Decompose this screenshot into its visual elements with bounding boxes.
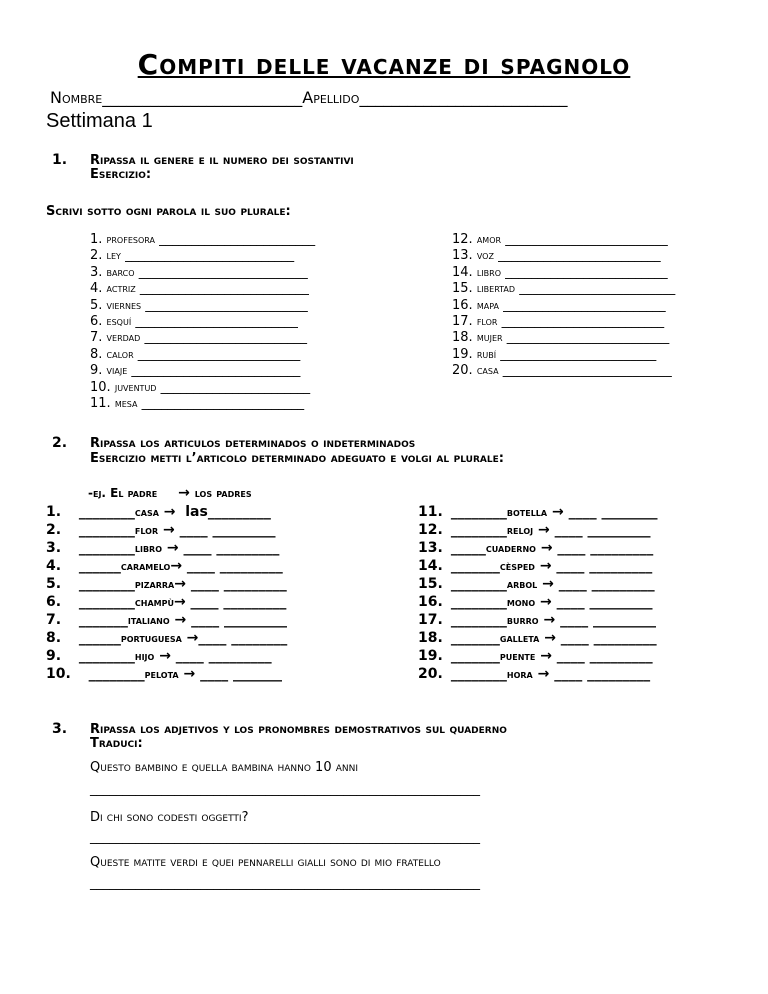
word-number: 5.	[90, 297, 103, 313]
word-row	[90, 396, 315, 412]
word-label: casa	[476, 364, 499, 378]
example-singular: -ej. El padre	[88, 486, 158, 500]
word-row	[452, 265, 675, 281]
article-row	[46, 503, 287, 521]
article-number: 10.	[46, 666, 71, 682]
section-1-number: 1.	[52, 152, 68, 168]
answer-blank[interactable]: _________________________	[498, 248, 661, 264]
article-noun: portuguesa	[120, 631, 182, 645]
article-row	[46, 557, 287, 575]
section-2-sub: Esercizio metti l’articolo determinado adeguato e volgi al plurale:	[90, 451, 504, 466]
section-2-header	[52, 432, 415, 451]
word-label: libro	[476, 265, 501, 279]
article-row	[46, 593, 287, 611]
article-list-right	[418, 503, 657, 683]
word-label: rubí	[476, 347, 497, 361]
translation-2-text: Di chi sono codesti oggetti?	[90, 810, 249, 825]
article-noun: libro	[134, 541, 163, 555]
word-number: 18.	[452, 330, 473, 346]
word-number: 2.	[90, 248, 103, 264]
word-label: flor	[476, 314, 498, 328]
word-label: verdad	[106, 331, 141, 345]
word-number: 1.	[90, 232, 103, 247]
word-label: juventud	[114, 380, 157, 394]
article-number: 1.	[46, 504, 62, 520]
article-blank[interactable]: ________	[450, 522, 507, 538]
article-noun: cuaderno	[485, 541, 536, 555]
apellido-blank[interactable]: __________________________	[359, 88, 568, 107]
word-row	[452, 248, 675, 264]
word-label: profesora	[106, 233, 155, 246]
plural-blank[interactable]: → ____ _________	[533, 522, 651, 538]
instruction-1: Scrivi sotto ogni parola il suo plurale:	[46, 204, 291, 219]
word-number: 16.	[452, 297, 473, 313]
word-label: mesa	[114, 396, 138, 410]
answer-blank[interactable]: _________________________	[135, 313, 298, 329]
translation-1-line[interactable]: ____________________________________________________________	[90, 782, 480, 797]
article-row	[418, 593, 657, 611]
article-blank[interactable]: ______	[78, 558, 121, 574]
article-noun: italiano	[127, 613, 170, 627]
article-row	[46, 521, 287, 539]
word-row	[452, 314, 675, 330]
article-noun: puente	[499, 649, 536, 663]
article-number: 16.	[418, 594, 443, 610]
article-number: 12.	[418, 522, 443, 538]
article-noun: hora	[506, 667, 533, 681]
section-1-sub: Esercizio:	[90, 167, 152, 182]
word-number: 14.	[452, 264, 473, 280]
article-number: 20.	[418, 666, 443, 682]
article-number: 2.	[46, 522, 62, 538]
plural-blank[interactable]: → ____ _________	[535, 648, 653, 664]
article-noun: botella	[506, 505, 548, 519]
article-noun: mono	[506, 595, 536, 609]
article-number: 3.	[46, 540, 62, 556]
word-number: 9.	[90, 363, 103, 379]
arrow-icon: →	[178, 485, 190, 501]
plural-blank[interactable]: → las_________	[158, 504, 271, 520]
article-blank[interactable]: ________	[78, 648, 135, 664]
article-number: 9.	[46, 648, 62, 664]
article-blank[interactable]: ________	[78, 594, 135, 610]
translation-3-text: Queste matite verdi e quei pennarelli gialli sono di mio fratello	[90, 855, 441, 870]
article-number: 11.	[418, 504, 443, 520]
word-row	[90, 314, 315, 330]
word-number: 11.	[90, 395, 111, 411]
plural-blank[interactable]: → ____ _________	[532, 666, 651, 682]
answer-blank[interactable]: __________________________	[125, 248, 295, 264]
article-blank[interactable]: ________	[78, 576, 135, 592]
article-row	[418, 503, 657, 521]
article-blank[interactable]: ________	[78, 522, 135, 538]
word-row	[90, 232, 315, 248]
plural-blank[interactable]: → ____ ________	[547, 504, 658, 520]
answer-blank[interactable]: _________________________	[144, 330, 307, 346]
section-2-number: 2.	[52, 435, 68, 451]
word-label: actriz	[106, 282, 136, 296]
article-noun: cèsped	[499, 559, 535, 573]
article-blank[interactable]: ________	[450, 612, 507, 628]
article-number: 6.	[46, 594, 62, 610]
article-number: 5.	[46, 576, 62, 592]
article-blank[interactable]: _______	[450, 558, 500, 574]
article-row	[46, 575, 287, 593]
article-blank[interactable]: ________	[450, 666, 507, 682]
word-label: voz	[476, 249, 494, 263]
answer-blank[interactable]: __________________________	[138, 264, 308, 280]
word-label: mujer	[476, 331, 503, 345]
nombre-label: Nombre	[50, 88, 103, 107]
answer-blank[interactable]: ________________________	[500, 346, 657, 362]
article-blank[interactable]: ________	[78, 504, 135, 520]
name-line	[50, 88, 567, 107]
word-row	[90, 298, 315, 314]
article-blank[interactable]: ________	[78, 540, 135, 556]
article-number: 17.	[418, 612, 443, 628]
word-row	[452, 232, 675, 248]
word-row	[452, 298, 675, 314]
plural-blank[interactable]: → ____ _________	[158, 522, 276, 538]
article-row	[418, 665, 657, 683]
translation-1-text: Questo bambino e quella bambina hanno 10 anni	[90, 760, 359, 775]
answer-blank[interactable]: __________________________	[139, 281, 309, 297]
article-row	[418, 647, 657, 665]
word-label: ley	[106, 249, 121, 263]
article-blank[interactable]: ______	[78, 630, 121, 646]
article-noun: casa	[134, 505, 159, 519]
word-label: amor	[476, 233, 502, 246]
article-row	[418, 521, 657, 539]
article-blank[interactable]: _______	[78, 612, 128, 628]
answer-blank[interactable]: __________________________	[131, 363, 301, 379]
word-number: 17.	[452, 313, 473, 329]
page-title: Compiti delle vacanze di spagnolo	[137, 48, 631, 81]
word-row	[90, 265, 315, 281]
article-noun: pelota	[144, 667, 179, 681]
word-number: 20.	[452, 363, 473, 379]
word-label: esquí	[106, 314, 132, 328]
word-label: mapa	[476, 298, 499, 312]
plural-blank[interactable]: → ____ _________	[162, 540, 280, 556]
word-row	[452, 330, 675, 346]
answer-blank[interactable]: _________________________	[145, 297, 308, 313]
word-list-left	[90, 232, 315, 412]
answer-blank[interactable]: _________________________	[503, 297, 666, 313]
answer-blank[interactable]: _________________________	[141, 395, 305, 411]
article-row	[418, 611, 657, 629]
apellido-label: Apellido	[302, 88, 360, 107]
plural-blank[interactable]: →____ ________	[181, 630, 288, 646]
article-number: 13.	[418, 540, 443, 556]
plural-blank[interactable]: → ____ _________	[534, 558, 653, 574]
word-number: 19.	[452, 346, 473, 362]
plural-blank[interactable]: → ____ _______	[178, 666, 282, 682]
section-3-header	[52, 718, 507, 737]
word-number: 10.	[90, 379, 111, 395]
article-blank[interactable]: ________	[78, 666, 145, 682]
translation-2-line[interactable]: ____________________________________________________________	[90, 830, 480, 845]
section-2-title: Ripassa los articulos determinados o indeterminados	[90, 436, 416, 451]
article-noun: reloj	[506, 523, 534, 537]
plural-blank[interactable]: → ____ _________	[154, 648, 272, 664]
article-blank[interactable]: ________	[450, 504, 507, 520]
article-row	[46, 611, 287, 629]
section-3-number: 3.	[52, 721, 68, 737]
article-noun: burro	[506, 613, 539, 627]
article-noun: hijo	[134, 649, 155, 663]
plural-blank[interactable]: → ____ _________	[537, 576, 655, 592]
word-number: 13.	[452, 248, 473, 264]
section-3-sub: Traduci:	[90, 736, 143, 751]
answer-blank[interactable]: _________________________	[506, 330, 670, 346]
article-number: 4.	[46, 558, 62, 574]
word-row	[90, 248, 315, 264]
article-noun: flor	[134, 523, 159, 537]
article-blank[interactable]: ________	[450, 594, 507, 610]
answer-blank[interactable]: ________________________	[159, 232, 316, 247]
article-number: 19.	[418, 648, 443, 664]
word-number: 7.	[90, 330, 103, 346]
plural-blank[interactable]: → ____ _________	[169, 612, 287, 628]
section-3-title: Ripassa los adjetivos y los pronombres demostrativos sul quaderno	[90, 722, 507, 737]
article-row	[418, 629, 657, 647]
word-row	[90, 363, 315, 379]
word-number: 6.	[90, 313, 103, 329]
plural-blank[interactable]: → ____ _________	[174, 576, 287, 592]
answer-blank[interactable]: _________________________	[501, 313, 665, 329]
answer-blank[interactable]: _______________________	[160, 379, 311, 395]
article-row	[418, 557, 657, 575]
word-row	[90, 330, 315, 346]
nombre-blank[interactable]: _________________________	[102, 88, 303, 107]
plural-blank[interactable]: → ____ _________	[535, 540, 654, 556]
word-row	[452, 281, 675, 297]
article-list-left	[46, 503, 287, 683]
answer-blank[interactable]: _________________________	[505, 232, 668, 247]
plural-blank[interactable]: → ____ _________	[535, 594, 653, 610]
article-row	[418, 539, 657, 557]
plural-blank[interactable]: → ____ _________	[538, 612, 656, 628]
word-number: 15.	[452, 281, 473, 297]
word-row	[90, 281, 315, 297]
article-noun: galleta	[499, 631, 540, 645]
word-label: calor	[106, 347, 134, 361]
word-label: barco	[106, 265, 135, 279]
answer-blank[interactable]: _________________________	[505, 264, 668, 280]
word-row	[90, 347, 315, 363]
week-heading: Settimana 1	[46, 110, 153, 132]
article-number: 7.	[46, 612, 62, 628]
plural-blank[interactable]: → ____ _________	[170, 558, 283, 574]
example-plural: los padres	[194, 486, 252, 500]
article-blank[interactable]: _____	[450, 540, 486, 556]
word-row	[90, 380, 315, 396]
answer-blank[interactable]: ________________________	[519, 281, 676, 297]
article-number: 18.	[418, 630, 443, 646]
article-number: 15.	[418, 576, 443, 592]
article-row	[46, 539, 287, 557]
example-row	[88, 484, 252, 502]
article-blank[interactable]: _______	[450, 630, 500, 646]
article-number: 8.	[46, 630, 62, 646]
article-number: 14.	[418, 558, 443, 574]
article-row	[46, 629, 287, 647]
word-label: libertad	[476, 282, 516, 296]
article-noun: caramelo	[120, 559, 171, 573]
word-label: viaje	[106, 364, 128, 378]
word-number: 3.	[90, 264, 103, 280]
word-number: 8.	[90, 346, 103, 362]
answer-blank[interactable]: _________________________	[137, 346, 301, 362]
article-row	[46, 647, 287, 665]
article-noun: champù	[134, 595, 174, 609]
article-blank[interactable]: ________	[450, 576, 507, 592]
article-row	[46, 665, 287, 683]
article-row	[418, 575, 657, 593]
translation-3-line[interactable]: ____________________________________________________________	[90, 876, 480, 891]
article-noun: pizarra	[134, 577, 175, 591]
word-number: 4.	[90, 281, 103, 297]
section-1-title: Ripassa il genere e il numero dei sostantivi	[90, 153, 354, 168]
plural-blank[interactable]: → ____ _________	[539, 630, 657, 646]
word-number: 12.	[452, 232, 473, 247]
word-row	[452, 347, 675, 363]
article-blank[interactable]: _______	[450, 648, 500, 664]
word-row	[452, 363, 675, 379]
word-list-right	[452, 232, 675, 380]
section-1-header	[52, 149, 354, 168]
answer-blank[interactable]: __________________________	[502, 363, 672, 379]
article-noun: arbol	[506, 577, 538, 591]
plural-blank[interactable]: → ____ _________	[173, 594, 287, 610]
word-label: viernes	[106, 298, 142, 312]
